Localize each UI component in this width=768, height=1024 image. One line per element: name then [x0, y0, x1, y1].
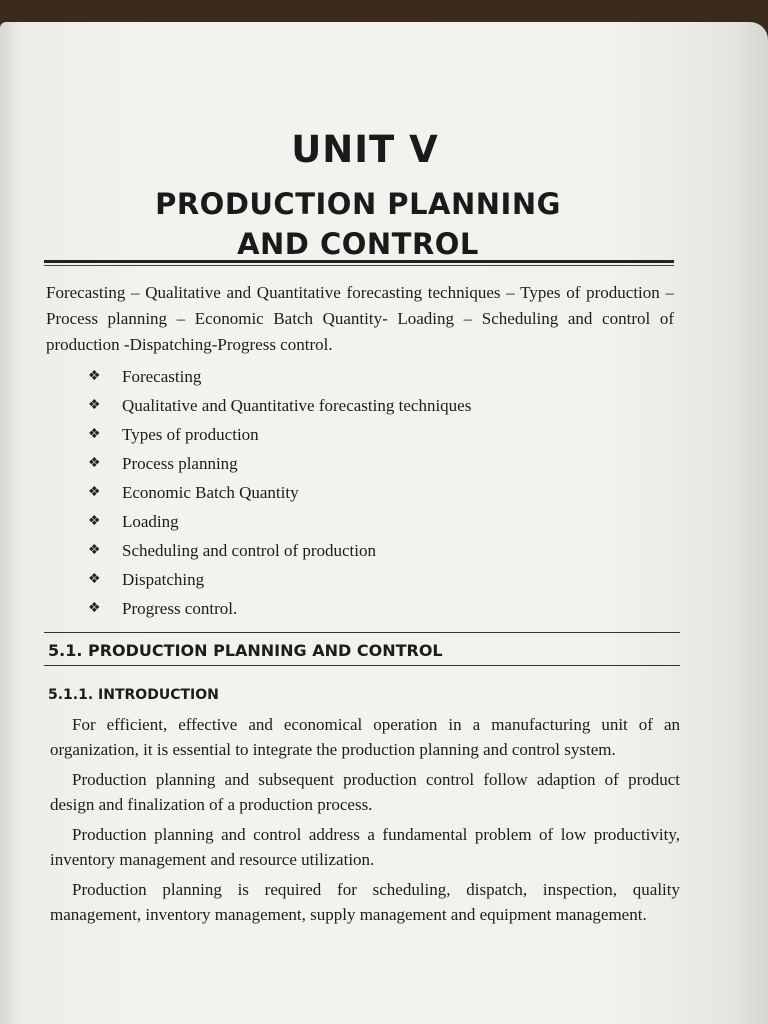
book-page — [0, 22, 768, 1024]
list-item-label: Types of production — [122, 424, 259, 444]
list-item-label: Dispatching — [122, 569, 205, 589]
paragraph: Production planning and control address a fundamental problem of low productivity, inventory management and resource utilization. — [50, 825, 680, 869]
list-item — [88, 391, 471, 420]
syllabus-text: Forecasting – Qualitative and Quantitative forecasting techniques – Types of production – Process planning – Economic Batch Quantity- Loading – Scheduling and control of production -Dispatching-Progress control. — [46, 283, 674, 354]
list-item — [88, 362, 471, 391]
list-item — [88, 420, 471, 449]
topic-list — [88, 362, 471, 623]
chapter-title-line-2: AND CONTROL — [237, 227, 479, 261]
diamond-bullet-icon: ❖ — [88, 398, 101, 413]
paragraph: Production planning is required for scheduling, dispatch, inspection, quality management, inventory management, supply management and equipment management. — [50, 880, 680, 924]
list-item-label: Scheduling and control of production — [122, 540, 377, 560]
list-item — [88, 478, 471, 507]
paragraph: For efficient, effective and economical operation in a manufacturing unit of an organization, it is essential to integrate the production planning and control system. — [50, 715, 680, 759]
diamond-bullet-icon: ❖ — [88, 543, 101, 558]
diamond-bullet-icon: ❖ — [88, 427, 101, 442]
section-divider-bottom — [44, 665, 680, 666]
list-item-label: Qualitative and Quantitative forecasting techniques — [122, 395, 472, 415]
diamond-bullet-icon: ❖ — [88, 485, 101, 500]
section-divider-top — [44, 632, 680, 633]
list-item — [88, 507, 471, 536]
unit-title: UNIT V — [291, 128, 439, 171]
section-heading: 5.1. PRODUCTION PLANNING AND CONTROL — [48, 641, 443, 660]
body-text — [50, 712, 680, 932]
paragraph: Production planning and subsequent production control follow adaption of product design and finalization of a production process. — [50, 770, 680, 814]
diamond-bullet-icon: ❖ — [88, 456, 101, 471]
list-item — [88, 449, 471, 478]
list-item — [88, 536, 471, 565]
diamond-bullet-icon: ❖ — [88, 601, 101, 616]
list-item-label: Process planning — [122, 453, 238, 473]
list-item-label: Forecasting — [122, 366, 202, 386]
subsection-heading: 5.1.1. INTRODUCTION — [48, 687, 219, 703]
chapter-title — [0, 184, 716, 264]
list-item-label: Economic Batch Quantity — [122, 482, 299, 502]
title-divider — [44, 260, 674, 266]
chapter-title-line-1: PRODUCTION PLANNING — [155, 187, 561, 221]
diamond-bullet-icon: ❖ — [88, 572, 101, 587]
list-item-label: Loading — [122, 511, 179, 531]
diamond-bullet-icon: ❖ — [88, 369, 101, 384]
diamond-bullet-icon: ❖ — [88, 514, 101, 529]
list-item — [88, 594, 471, 623]
list-item-label: Progress control. — [122, 598, 238, 618]
list-item — [88, 565, 471, 594]
